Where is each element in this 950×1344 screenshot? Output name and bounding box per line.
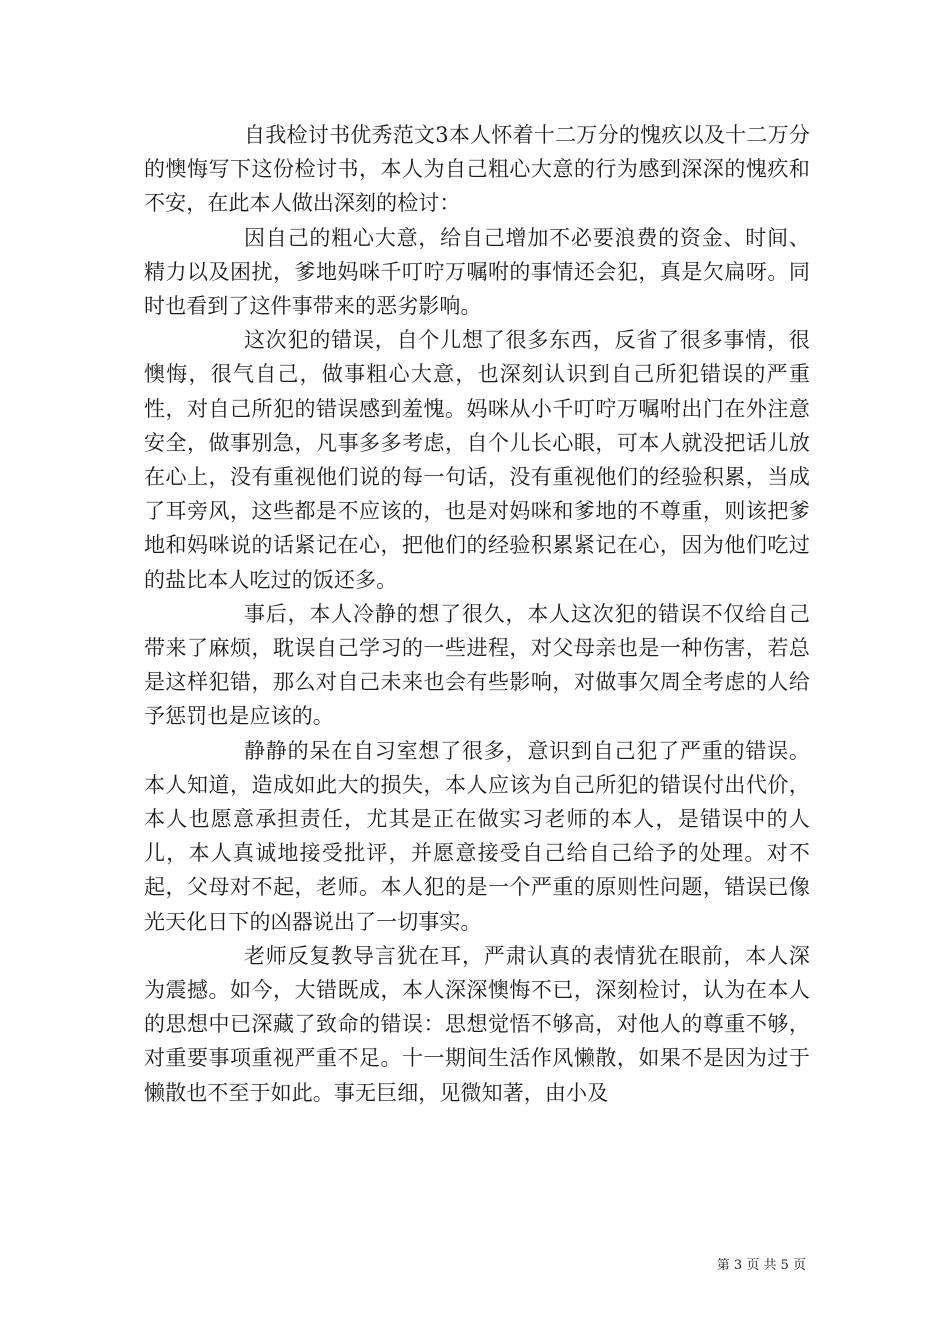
paragraph-study-room: 静静的呆在自习室想了很多，意识到自己犯了严重的错误。本人知道，造成如此大的损失，本人应该为自己所犯的错误付出代价，本人也愿意承担责任，尤其是正在做实习老师的本人，是错误中的人儿，本人真诚地接受批评，并愿意接受自己给自己给予的处理。对不起，父母对不起，老师。本人犯的是一个严重的原则性问题，错误已像光天化日下的凶器说出了一切事实。: [144, 738, 810, 934]
paragraph-afterwards: 事后，本人冷静的想了很久，本人这次犯的错误不仅给自己带来了麻烦，耽误自己学习的一些进程，对父母亲也是一种伤害，若总是这样犯错，那么对自己未来也会有些影响，对做事欠周全考虑的人给予惩罚也是应该的。: [144, 601, 810, 729]
paragraph-carelessness: 因自己的粗心大意，给自己增加不必要浪费的资金、时间、精力以及困扰，爹地妈咪千叮咛万嘱咐的事情还会犯，真是欠扁呀。同时也看到了这件事带来的恶劣影响。: [144, 225, 810, 319]
page-number: 第 3 页 共 5 页: [716, 1258, 806, 1273]
paragraph-reflection: 这次犯的错误，自个儿想了很多东西，反省了很多事情，很懊悔，很气自己，做事粗心大意，也深刻认识到自己所犯错误的严重性，对自己所犯的错误感到羞愧。妈咪从小千叮咛万嘱咐出门在外注意安全，做事别急，凡事多多考虑，自个儿长心眼，可本人就没把话儿放在心上，没有重视他们说的每一句话，没有重视他们的经验积累，当成了耳旁风，这些都是不应该的，也是对妈咪和爹地的不尊重，则该把爹地和妈咪说的话紧记在心，把他们的经验积累紧记在心，因为他们吃过的盐比本人吃过的饭还多。: [144, 328, 810, 592]
paragraph-teacher: 老师反复教导言犹在耳，严肃认真的表情犹在眼前，本人深为震撼。如今，大错既成，本人深深懊悔不已，深刻检讨，认为在本人的思想中已深藏了致命的错误：思想觉悟不够高，对他人的尊重不够，对重要事项重视严重不足。十一期间生活作风懒散，如果不是因为过于懒散也不至于如此。事无巨细，见微知著，由小及: [144, 943, 810, 1105]
paragraph-intro: 自我检讨书优秀范文3本人怀着十二万分的愧疚以及十二万分的懊悔写下这份检讨书，本人为自己粗心大意的行为感到深深的愧疚和不安，在此本人做出深刻的检讨：: [144, 123, 810, 216]
document-body: [144, 118, 810, 1110]
